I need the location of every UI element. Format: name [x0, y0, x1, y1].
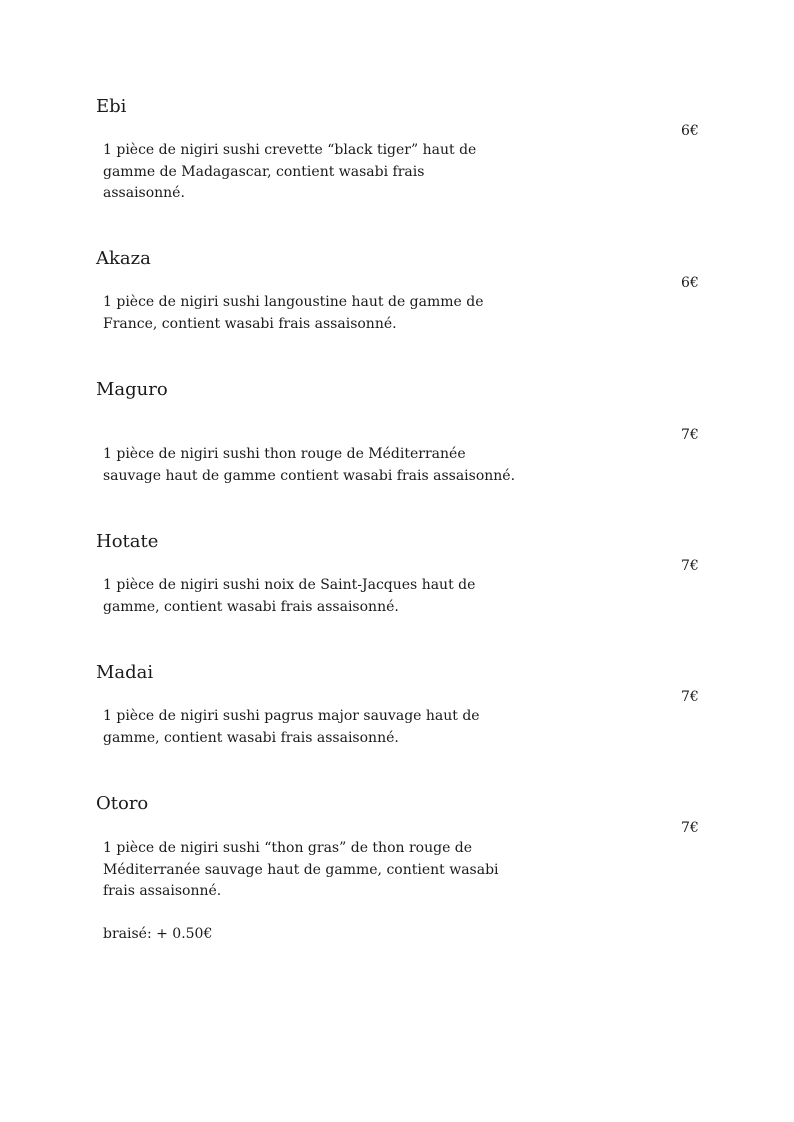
description-line: 1 pièce de nigiri sushi pagrus major sauvage haut de: [103, 708, 480, 724]
description-line: sauvage haut de gamme contient wasabi frais assaisonné.: [103, 467, 516, 484]
description-line: 1 pièce de nigiri sushi noix de Saint-Jacques haut de: [103, 577, 476, 593]
item-price: 7€: [681, 558, 699, 574]
item-price: 7€: [681, 427, 699, 443]
item-name: Otoro: [96, 793, 149, 814]
item-description: [103, 140, 476, 205]
item-name: Hotate: [96, 531, 159, 552]
description-line: France, contient wasabi frais assaisonné.: [103, 315, 397, 332]
description-line: Méditerranée sauvage haut de gamme, contient wasabi: [103, 861, 499, 878]
item-extra-option: braisé: + 0.50€: [103, 926, 213, 942]
item-name: Akaza: [96, 248, 151, 269]
description-line: 1 pièce de nigiri sushi langoustine haut de gamme de: [103, 294, 484, 310]
description-line: 1 pièce de nigiri sushi “thon gras” de thon rouge de: [103, 840, 473, 856]
item-name: Ebi: [96, 96, 127, 117]
description-line: 1 pièce de nigiri sushi crevette “black tiger” haut de: [103, 142, 477, 158]
item-price: 6€: [681, 275, 699, 291]
description-line: assaisonné.: [103, 185, 185, 201]
item-description: [103, 292, 484, 335]
item-name: Madai: [96, 662, 154, 683]
item-price: 7€: [681, 820, 699, 836]
item-price: 6€: [681, 123, 699, 139]
item-name: Maguro: [96, 379, 168, 400]
item-description: [103, 444, 515, 487]
item-price: 7€: [681, 689, 699, 705]
item-description: [103, 706, 480, 749]
item-description: [103, 575, 475, 618]
description-line: gamme de Madagascar, contient wasabi frais: [103, 163, 425, 180]
description-line: gamme, contient wasabi frais assaisonné.: [103, 729, 399, 746]
description-line: 1 pièce de nigiri sushi thon rouge de Méditerranée: [103, 446, 466, 462]
description-line: gamme, contient wasabi frais assaisonné.: [103, 598, 399, 615]
description-line: frais assaisonné.: [103, 883, 222, 899]
item-description: [103, 838, 499, 903]
